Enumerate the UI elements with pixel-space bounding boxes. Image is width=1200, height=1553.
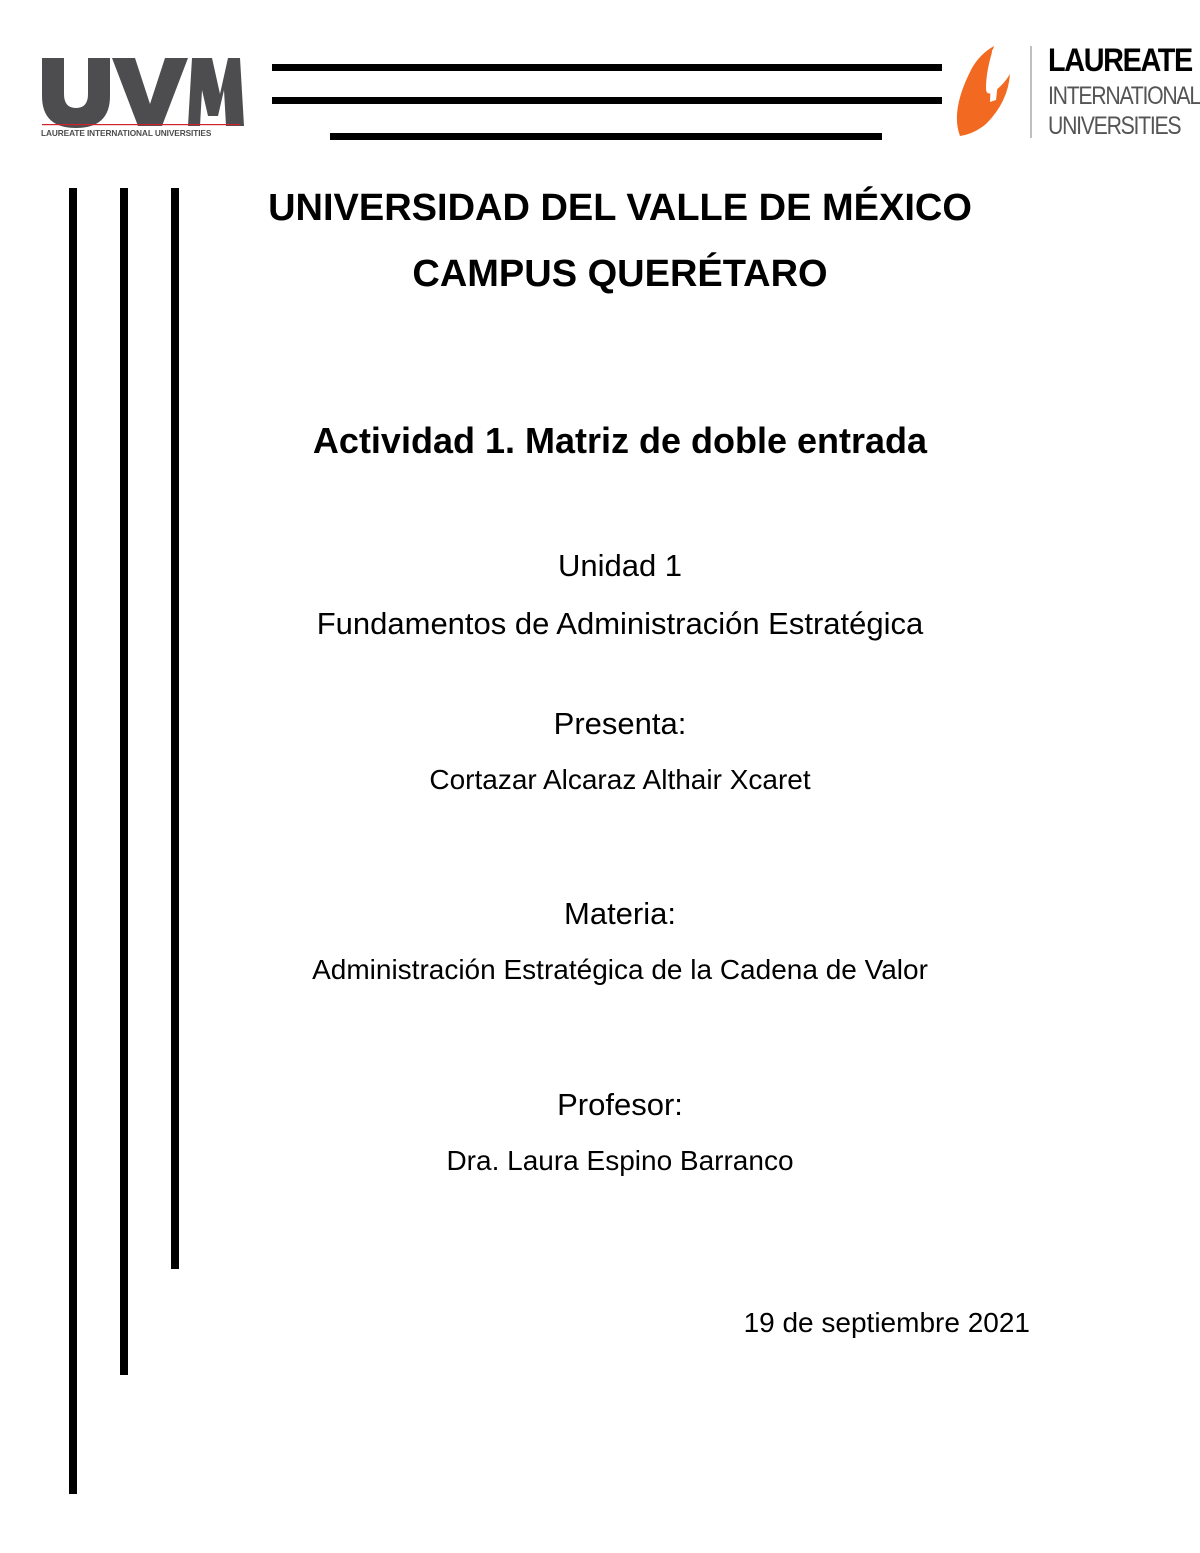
presenter-name: Cortazar Alcaraz Althair Xcaret xyxy=(429,764,811,795)
laureate-logo xyxy=(950,40,1200,145)
uvm-logo xyxy=(40,50,245,140)
laureate-divider xyxy=(1030,46,1032,138)
laureate-wordmark: LAUREATE xyxy=(1048,42,1192,78)
vertical-rule-inner xyxy=(171,188,179,1269)
laureate-line-3: UNIVERSITIES xyxy=(1048,112,1181,140)
header-rule-middle xyxy=(272,97,942,104)
university-name: UNIVERSIDAD DEL VALLE DE MÉXICO xyxy=(268,187,972,229)
subject-label: Materia: xyxy=(564,896,676,931)
subject-name: Administración Estratégica de la Cadena de Valor xyxy=(312,954,928,985)
header-rule-top xyxy=(272,64,942,71)
uvm-logo-icon xyxy=(40,50,245,140)
presenter-label: Presenta: xyxy=(553,706,687,741)
laureate-line-2: INTERNATIONAL xyxy=(1048,82,1200,110)
activity-title: Actividad 1. Matriz de doble entrada xyxy=(312,420,928,461)
unit-title: Fundamentos de Administración Estratégica xyxy=(316,606,924,641)
professor-label: Profesor: xyxy=(557,1087,683,1122)
header-rule-bottom xyxy=(330,133,882,140)
vertical-rule-middle xyxy=(120,188,128,1375)
professor-name: Dra. Laura Espino Barranco xyxy=(446,1145,794,1176)
unit-label: Unidad 1 xyxy=(557,548,683,583)
campus-name: CAMPUS QUERÉTARO xyxy=(412,253,828,295)
laureate-leaf-icon xyxy=(950,40,1020,140)
vertical-rule-outer xyxy=(69,188,77,1494)
uvm-tagline: LAUREATE INTERNATIONAL UNIVERSITIES xyxy=(41,128,212,138)
submission-date: 19 de septiembre 2021 xyxy=(743,1307,1030,1338)
